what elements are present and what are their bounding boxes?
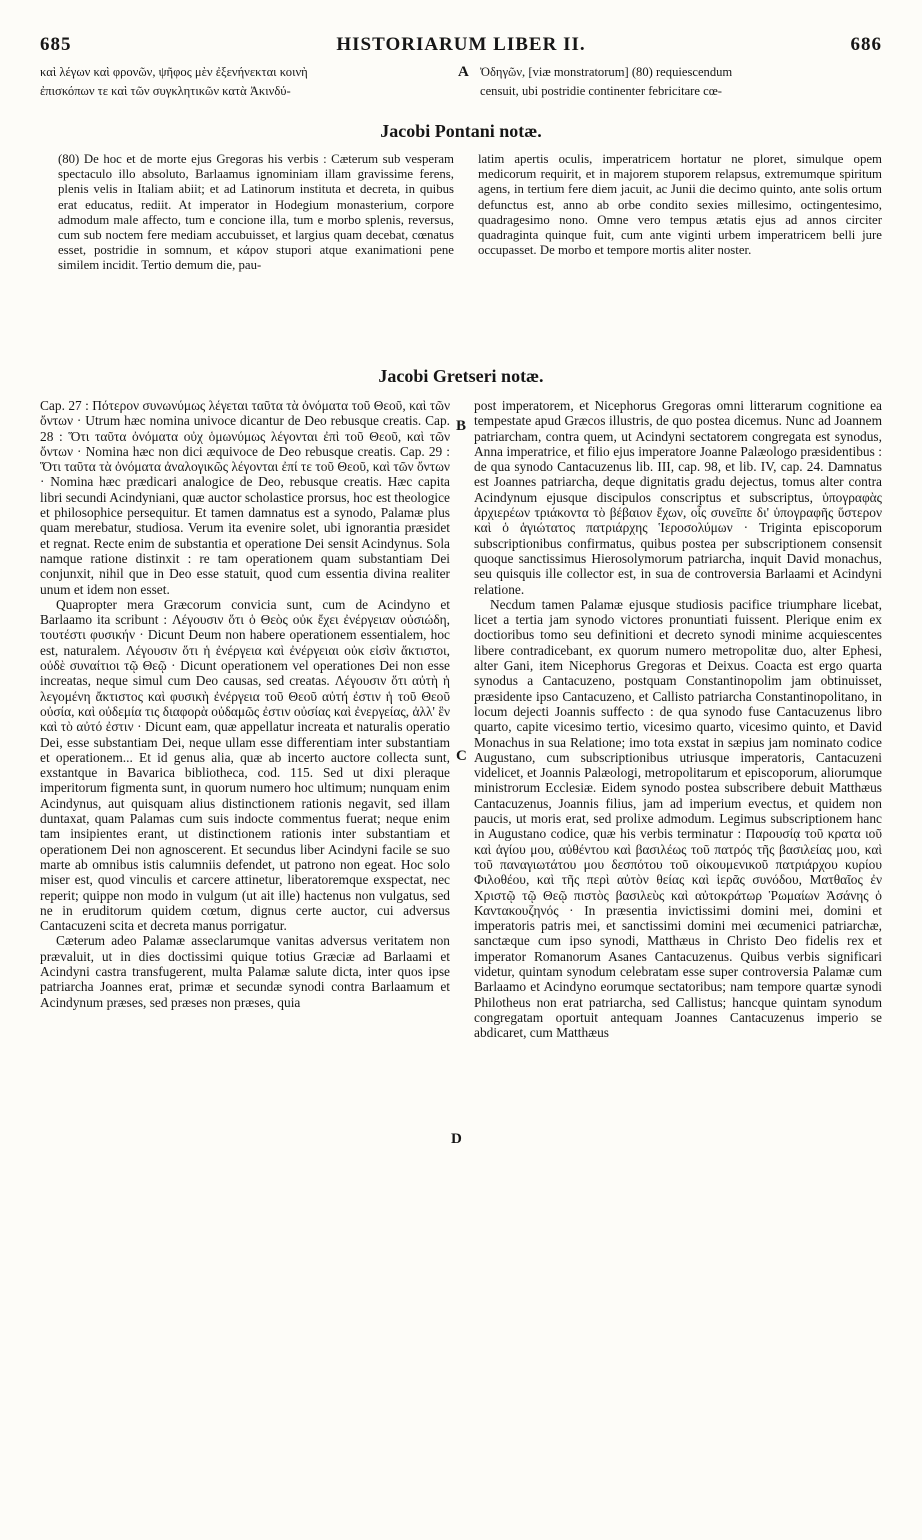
continuation-left-line-2: ἐπισκόπων τε καὶ τῶν συγκλητικῶν κατὰ Ἀκινδύ- [40,84,291,98]
pontani-note-right-text: latim apertis oculis, imperatricem hortatur ne ploret, simulque opem medicorum requirit, et in majorem stuporem relapsus, extremumque spiritum agens, in tertium fere diem jacuit, ac Junii die decimo quinto, ante solis ortum defunctus est, anno ab orbe condito sexies millesimo, octingentesimo, quadragesimo nono. Omne vero tempus ætatis ejus ad annos circiter quadraginta quinque fuit, cum ante viginti urbem imperatricem belli jure occupasset. De morbo et tempore mortis aliter noster. [478,152,882,258]
right-page-number: 686 [850,34,882,55]
margin-mark-a: A [458,64,469,80]
gretseri-left-paragraph-2: Quapropter mera Græcorum convicia sunt, cum de Acindyno et Barlaamo ita scribunt : Λέγουσιν ὅτι ὁ Θεὸς οὐκ ἔχει ἐνέργειαν οὐσιώδη, τουτέστι φυσικήν · Dicunt Deum non habere operationem essentialem, hoc est, naturalem. Λέγουσιν ὅτι ἡ ἐνέργεια καὶ ἐνέργειαι οὐκ εἰσὶν ἄκτιστοι, οὐδὲ συναίτιοι τῷ Θεῷ · Dicunt operationem vel operationes Dei non esse increatas, neque simul cum Deo causas, sed creatas. Λέγουσιν ὅτι αὐτὴ ἡ λεγομένη ἄκτιστος καὶ φυσικὴ ἐνέργεια τοῦ Θεοῦ αὐτή ἐστιν ἡ τοῦ Θεοῦ οὐσία, καὶ οὐδεμία τις διαφορὰ οὐδαμῶς ἐστιν οὐσίας καὶ ἐνεργείας, ἀλλ' ἓν καὶ τὸ αὐτό ἐστιν · Dicunt eam, quæ appellatur increata et naturalis operatio Dei, esse substantiam Dei, neque ullam esse differentiam inter substantiam et operationem... Et id genus alia, quæ ab incerto auctore collecta sunt, exstantque in Bavarica bibliotheca, cod. 115. Sed ut dixi pleraque imperitorum figmenta sunt, in quorum numero hoc ultimum; nunquam enim Acindynus, aut quisquam alius distinctionem rationis negavit, sed illam duntaxat, quam Palamas cum suis indocte commentus fuerat; neque enim tam insipientes erant, ut distinctionem rationis inter substantiam et operationem Dei non agnoscerent. Et secundus liber Acindyni facile se suo marte ab omnibus istis calumniis defendet, ut patrono non egeat. Hoc solo miser est, quod vinculis et carcere attinetur, liberatoremque exspectat, nec reperit; quippe non modo in vulgum (ut ait ille) hactenus non vulgatus, sed ne in eruditorum quidem cœtum, dignus certe auctor, cui adversus Cantacuzeni scita et decreta manus porrigatur. [40,596,450,934]
continuation-right-line-2: censuit, ubi postridie continenter febricitare cœ- [480,84,722,98]
gretseri-heading: Jacobi Gretseri notæ. [378,366,544,386]
running-title: HISTORIARUM LIBER II. [336,34,586,55]
margin-mark-d: D [451,1131,462,1147]
continuation-left [40,63,454,101]
pontani-heading: Jacobi Pontani notæ. [380,121,542,141]
gretseri-left-paragraph-1: Cap. 27 : Πότερον συνωνύμως λέγεται ταῦτα τὰ ὀνόματα τοῦ Θεοῦ, καὶ τῶν ὄντων · Utrum hæc nomina univoce dicantur de Deo rebusque creatis. Cap. 28 : Ὅτι ταῦτα ὀνόματα οὐχ ὁμωνύμως λέγονται ἐπὶ τοῦ Θεοῦ, καὶ τῶν ὄντων · Nomina hæc non dici æquivoce de Deo rebusque creatis. Cap. 29 : Ὅτι ταῦτα τὰ ὀνόματα ἀναλογικῶς λέγονται ἐπί τε τοῦ Θεοῦ, καὶ τῶν ὄντων · Nomina hæc prædicari analogice de Deo, rebusque creatis. Hæc capita libri secundi Acindyniani, quæ auctor scholastice prorsus, hoc est theologice et philosophice persequitur. Et tamen damnatus est a synodo, Palamæ plus quam merebatur, studiosa. Verum ita evenire solet, ubi ignorantia præsidet et regnat. Recte enim de substantia et operatione Dei sensit Acindynus. Sola namque ratione distinxit : re tam operationem quam substantiam Dei conjunxit, nihil que in Deo esse statuit, quod cum essentia divina realiter unum et idem non esset. [40,398,450,597]
pontani-note-right [478,152,882,258]
gretseri-right-paragraph-1: post imperatorem, et Nicephorus Gregoras omni litterarum cognitione ea tempestate apud Græcos illustris, de quo postea dicemus. Nunc ad Joannem patriarcham, contra quem, ut Acindyni sectatorem congregata est synodus, Anna imperatrice, et filio ejus imperatore Joanne Palæologo præsidentibus : de qua synodo Cantacuzenus lib. III, cap. 98, et lib. IV, cap. 24. Damnatus est Joannes patriarcha, deque dignitatis gradu dejectus, tomus alter contra Acindynum ejusque discipulos conscriptus et subscriptus, ὑπογραφὰς ἀρχιερέων τριάκοντα τὸ βέβαιον ἔχων, οἷς συνεῖπε δι' ὑπογραφῆς ὕστερον καὶ ὁ ἁγιώτατος πατριάρχης Ἱεροσολύμων · Triginta episcoporum subscriptionibus confirmatus, quibus postea per subscriptionem consensit quoque sanctissimus Hierosolymorum patriarcha, inquit David monachus, seu quisquis ille collector est, in sua de controversia Barlaami et Acindyni relatione. [474,398,882,597]
gretseri-right-paragraph-2: Necdum tamen Palamæ ejusque studiosis pacifice triumphare licebat, licet a tertia jam synodo victores pronuntiati fuissent. Plerique enim ex doctioribus tomo seu definitioni et decreto synodi minime acquiescentes libere contradicebant, ex quorum numero metropolitæ duo, alter Ephesi, alter Gani, item Nicephorus Gregoras et Deixus. Coacta est ergo quarta synodus a Cantacuzeno, postquam Constantinopolim jam obtinuisset, præsidente ipso Cantacuzeno, et Callisto patriarcha Constantinopolitano, in locum dejecti Joannis suffecto : de qua synodo fuse Cantacuzenus libro quarto, capite vicesimo tertio, vicesimo quarto, vicesimo quinto, et David Monachus in sua Relatione; imo tota exstat in sæpius jam nominato codice Augustano, cum subscriptionibus utriusque imperatoris, Cantacuzeni videlicet, et Joannis Palæologi, metropolitarum et episcoporum, aliorumque ministrorum Ecclesiæ. Eidem synodo postea subscribere debuit Matthæus Cantacuzenus, Joannis filius, jam ad imperium evectus, et quidem non paucis, ut moris erat, sed prolixe admodum. Legimus subscriptionem hanc in Augustano codice, quæ his verbis terminatur : Παρουσίᾳ τοῦ κρατα ιοῦ καὶ ἁγίου μου, αὐθέντου καὶ βασιλέως τοῦ πατρός τῆς βασιλείας μου, καὶ τοῦ παναγιωτάτου μου δεσπότου τοῦ οἰκουμενικοῦ πατριάρχου κυρίου Φιλοθέου, καὶ τῆς περὶ αὐτὸν θείας καὶ ἱερᾶς συνόδου, Ματθαῖος ἐν Χριστῷ τῷ Θεῷ πιστὸς βασιλεὺς καὶ αὐτοκράτωρ Ῥωμαίων Ἀσάνης ὁ Καντακουζηνός · In præsentia invictissimi domini mei, domini et imperatoris patris mei, et sanctissimi domini mei œcumenici patriarchæ, sanctæque cum ipso synodi, Matthæus in Christo Deo fidelis rex et imperator Romanorum Asanes Cantacuzenus. Quibus verbis significari videtur, quintam synodum celebratam esse super controversia Palamæ cum Barlaamo et Acindyno eorumque sectatoribus; nam tempore quartæ synodi Philotheus non erat patriarcha, sed Callistus; hancque quintam synodum congregatam oportuit antequam Joannes Cantacuzenus imperio se abdicaret, cum Matthæus [474,596,882,1041]
margin-mark-c: C [456,748,467,764]
gretseri-column-left [40,398,450,1010]
left-page-number: 685 [40,34,72,55]
continuation-left-line-1: καὶ λέγων καὶ φρονῶν, ψῆφος μὲν ἐξενήνεκται κοινὴ [40,65,308,79]
pontani-note-left [58,152,454,274]
gretseri-column-right [474,398,882,1040]
continuation-right [480,63,882,101]
gretseri-left-paragraph-3: Cæterum adeo Palamæ asseclarumque vanitas adversus veritatem non prævaluit, ut in dies doctissimi quique totius Græciæ ad Barlaami et Acindyni castra transfugerent, multa Palamæ salute dicta, inter quos ipse patriarcha Joannes erat, primæ et secundæ synodi contra Barlaamum et Acindynum præses, sed præses non præses, quia [40,933,450,1010]
continuation-right-line-1: Ὀδηγῶν, [viæ monstratorum] (80) requiescendum [480,65,733,79]
running-head [40,34,882,58]
pontani-note-left-text: (80) De hoc et de morte ejus Gregoras his verbis : Cæterum sub vesperam spectaculo illo absoluto, Barlaamus ignominiam illam gravissime ferens, plenis velis in Italiam abiit; et ad Latinorum instituta et decreta, in quibus erat educatus, rediit. At imperator in Hodegium monasterium, corpore admodum male affecto, tum e concione illa, tum e morbo splenis, reversus, cum sub noctem fere mediam accubuisset, et largius quam decebat, cœnatus esset, postridie in somnum, et κάρον stupori atque exanimationi pene similem incidit. Tertio demum die, pau- [58,152,454,273]
margin-mark-b: B [456,418,467,434]
